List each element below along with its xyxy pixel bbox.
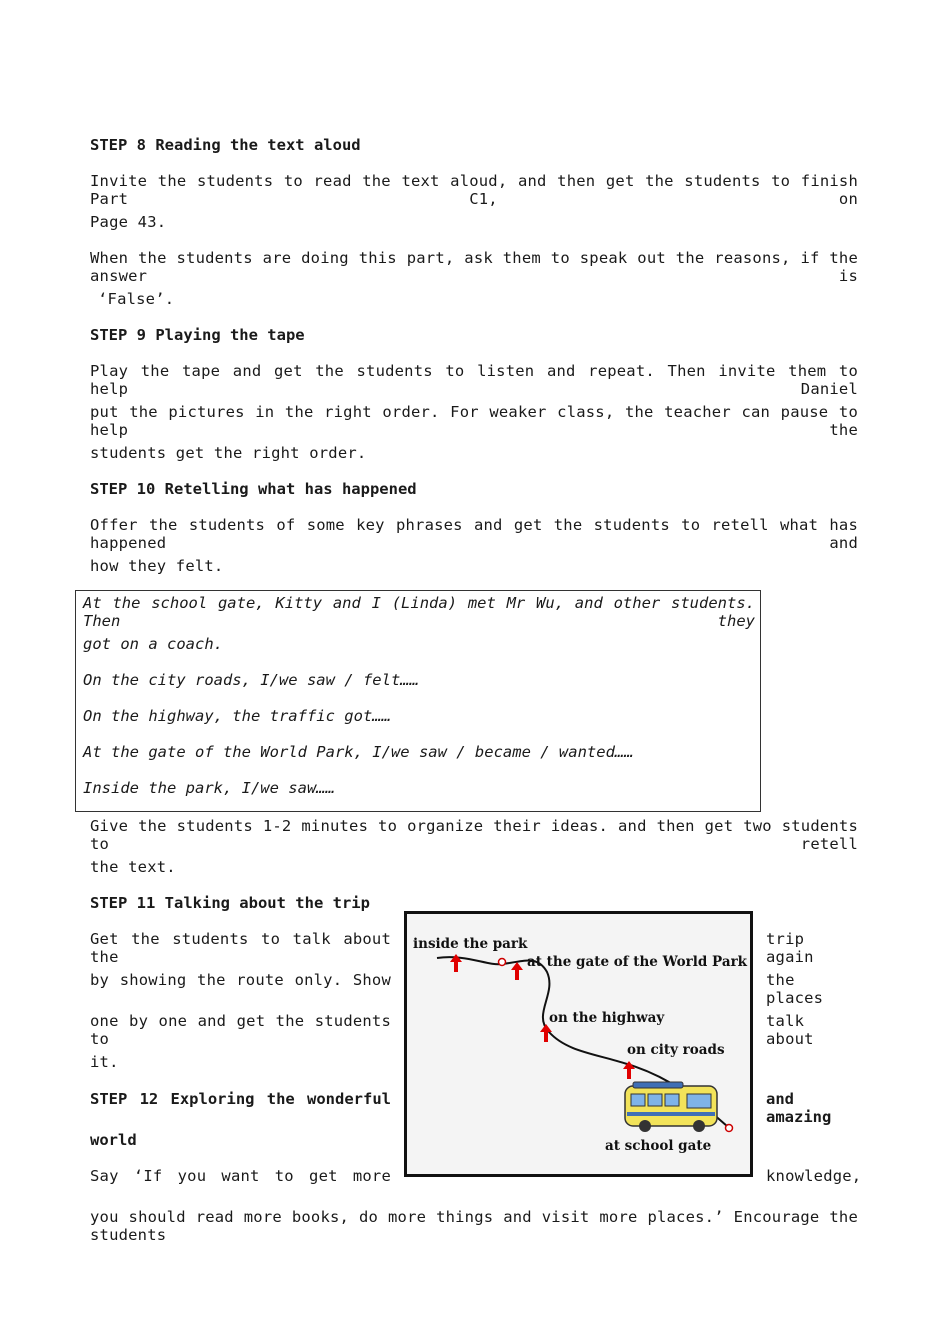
route-map-figure <box>404 911 753 1177</box>
step8-paragraph-2-line-2: ‘False’. <box>98 290 175 308</box>
key-phrase-line-6: Inside the park, I/we saw…… <box>83 779 335 797</box>
step10-line-1: Offer the students of some key phrases and get the students to retell what has happened and <box>90 516 858 552</box>
step12-line-2: you should read more books, do more things and visit more places.’ Encourage the students <box>90 1208 858 1244</box>
step11-heading: STEP 11 Talking about the trip <box>90 894 370 912</box>
label-gate-of-world-park: at the gate of the World Park <box>527 954 748 970</box>
bus-icon <box>625 1082 717 1132</box>
step11-left-line-3: one by one and get the students to <box>90 1012 391 1048</box>
key-phrase-line-5: At the gate of the World Park, I/we saw / became / wanted…… <box>83 743 634 761</box>
step12-heading-left: STEP 12 Exploring the wonderful <box>90 1090 391 1108</box>
key-phrase-line-3: On the city roads, I/we saw / felt…… <box>83 671 419 689</box>
step10-heading: STEP 10 Retelling what has happened <box>90 480 417 498</box>
step11-right-line-3: talk about <box>766 1012 814 1048</box>
step11-left-line-1: Get the students to talk about the <box>90 930 391 966</box>
key-phrase-line-2: got on a coach. <box>83 635 223 653</box>
step8-paragraph-2-line-1: When the students are doing this part, ask them to speak out the reasons, if the answer is <box>90 249 858 285</box>
step9-line-2: put the pictures in the right order. For weaker class, the teacher can pause to help the <box>90 403 858 439</box>
step12-left-line-1: Say ‘If you want to get more <box>90 1167 391 1185</box>
label-inside-the-park: inside the park <box>413 936 528 952</box>
step11-left-line-4: it. <box>90 1053 119 1071</box>
key-phrase-line-1: At the school gate, Kitty and I (Linda) met Mr Wu, and other students. Then they <box>83 594 755 630</box>
route-point-school <box>726 1125 733 1132</box>
step12-right-line-1: knowledge, <box>766 1167 862 1185</box>
step11-right-line-1: trip again <box>766 930 814 966</box>
step8-paragraph-1-line-1: Invite the students to read the text aloud, and then get the students to finish Part C1, on <box>90 172 858 208</box>
route-map-drawing <box>407 914 750 1174</box>
label-at-school-gate: at school gate <box>605 1138 712 1154</box>
step9-heading: STEP 9 Playing the tape <box>90 326 305 344</box>
arrow-icon <box>511 962 523 980</box>
key-phrase-line-4: On the highway, the traffic got…… <box>83 707 391 725</box>
step8-heading: STEP 8 Reading the text aloud <box>90 136 361 154</box>
step10-after-line-1: Give the students 1-2 minutes to organize their ideas. and then get two students to retell <box>90 817 858 853</box>
step11-right-line-2: the places <box>766 971 824 1007</box>
step10-line-2: how they felt. <box>90 557 224 575</box>
label-on-the-highway: on the highway <box>549 1010 665 1026</box>
route-point-park-gate <box>499 959 506 966</box>
step10-after-line-2: the text. <box>90 858 176 876</box>
step9-line-1: Play the tape and get the students to listen and repeat. Then invite them to help Daniel <box>90 362 858 398</box>
step11-left-line-2: by showing the route only. Show <box>90 971 391 989</box>
step9-line-3: students get the right order. <box>90 444 367 462</box>
step8-paragraph-1-line-2: Page 43. <box>90 213 167 231</box>
step12-heading-right: and amazing <box>766 1090 832 1126</box>
step12-heading-line-2: world <box>90 1131 137 1149</box>
label-on-city-roads: on city roads <box>627 1042 725 1058</box>
